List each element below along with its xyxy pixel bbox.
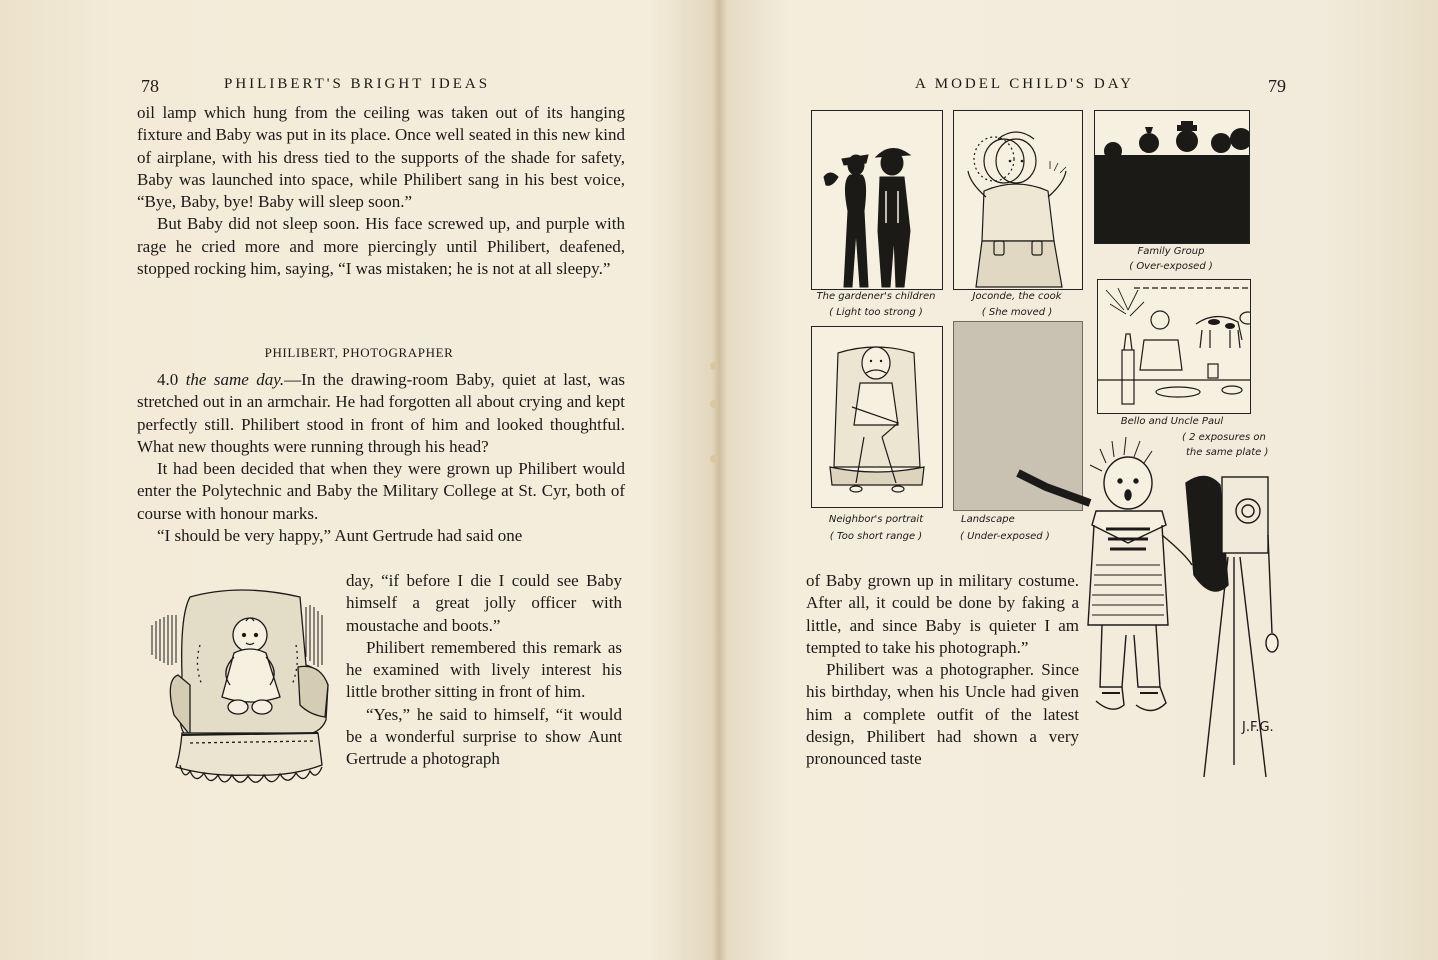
time-label: 4.0: [157, 370, 186, 389]
panel-bello: [1097, 279, 1251, 414]
joconde-drawing: [954, 111, 1082, 289]
baby-armchair-illustration: [150, 585, 342, 795]
paragraph: [137, 369, 625, 458]
running-head-left: PHILIBERT'S BRIGHT IDEAS: [224, 76, 491, 92]
bello-drawing: [1098, 280, 1250, 413]
right-page: [720, 0, 1438, 960]
binding-spot: [710, 400, 718, 408]
text-block-middle: [137, 369, 625, 547]
text-block-top: [137, 102, 625, 280]
caption-landscape-1: Landscape: [961, 514, 1015, 525]
caption-family-2: ( Over-exposed ): [1129, 261, 1213, 272]
page-number-right: 79: [1268, 76, 1286, 96]
running-head-right: A MODEL CHILD'S DAY: [915, 76, 1135, 92]
section-heading: PHILIBERT, PHOTOGRAPHER: [264, 345, 454, 360]
neighbor-drawing: [812, 327, 942, 507]
caption-gardener-1: The gardener's children: [816, 291, 936, 302]
paragraph: day, “if before I die I could see Baby himself a great jolly officer with moustache and boots.”: [346, 571, 622, 635]
caption-family-1: Family Group: [1137, 246, 1205, 257]
paragraph: Philibert remembered this remark as he examined with lively interest his little brother sitting in front of him.: [346, 637, 622, 702]
artist-signature: J.F.G.: [1242, 720, 1274, 735]
text-block-wrap: [346, 570, 622, 771]
caption-bello-3: the same plate ): [1186, 447, 1269, 458]
caption-neighbor-1: Neighbor's portrait: [828, 514, 924, 525]
binding-spot: [710, 455, 718, 463]
panel-gardeners-children: [811, 110, 943, 290]
gardeners-children-drawing: [812, 111, 942, 289]
binding-spot: [710, 362, 718, 370]
paragraph: Philibert was a photographer. Since his birthday, when his Uncle had given him a complete outfit of the latest design, Philibert had shown a very pronounced taste: [806, 660, 1079, 769]
caption-gardener-2: ( Light too strong ): [829, 307, 923, 318]
panel-joconde: [953, 110, 1083, 290]
caption-bello-1: Bello and Uncle Paul: [1120, 416, 1224, 427]
panel-family-group: [1094, 110, 1250, 244]
paragraph: It had been decided that when they were grown up Philibert would enter the Polytechnic and Baby the Military College at St. Cyr, both of course with honour marks.: [137, 459, 625, 523]
paragraph: oil lamp which hung from the ceiling was taken out of its hanging fixture and Baby was put in its place. Once well seated in this new kind of airplane, with his dress tied to the supports of the shade for safety, Baby was launched into space, while Philibert sang in his best voice, “Bye, Baby, bye! Baby will sleep soon.”: [137, 103, 625, 212]
panel-neighbor: [811, 326, 943, 508]
left-page: [0, 0, 718, 960]
family-group-drawing: [1095, 111, 1249, 243]
caption-joconde-2: ( She moved ): [981, 307, 1053, 318]
caption-neighbor-2: ( Too short range ): [829, 531, 923, 542]
page-number-left: 78: [141, 76, 159, 96]
paragraph: “I should be very happy,” Aunt Gertrude had said one: [157, 526, 523, 546]
paragraph-rest: —In the drawing-room Baby, quiet at last, was stretched out in an armchair. He had forgotten all about crying and kept perfectly still. Philibert stood in front of him and looked thoughtful. What new thoughts were running through his head?: [137, 370, 625, 456]
paragraph: of Baby grown up in military costume. After all, it could be done by faking a little, and since Baby is quieter I am tempted to take his photograph.”: [806, 571, 1079, 657]
caption-joconde-1: Joconde, the cook: [972, 291, 1062, 302]
time-italic: the same day.: [185, 370, 285, 389]
text-block-right: [806, 570, 1079, 771]
caption-bello-2: ( 2 exposures on: [1182, 432, 1266, 443]
caption-landscape-2: ( Under-exposed ): [960, 531, 1050, 542]
paragraph: “Yes,” he said to himself, “it would be a wonderful surprise to show Aunt Gertrude a photograph: [346, 704, 622, 769]
paragraph: But Baby did not sleep soon. His face screwed up, and purple with rage he cried more and more piercingly until Philibert, deafened, stopped rocking him, saying, “I was mistaken; he is not at all sleepy.”: [137, 214, 625, 279]
